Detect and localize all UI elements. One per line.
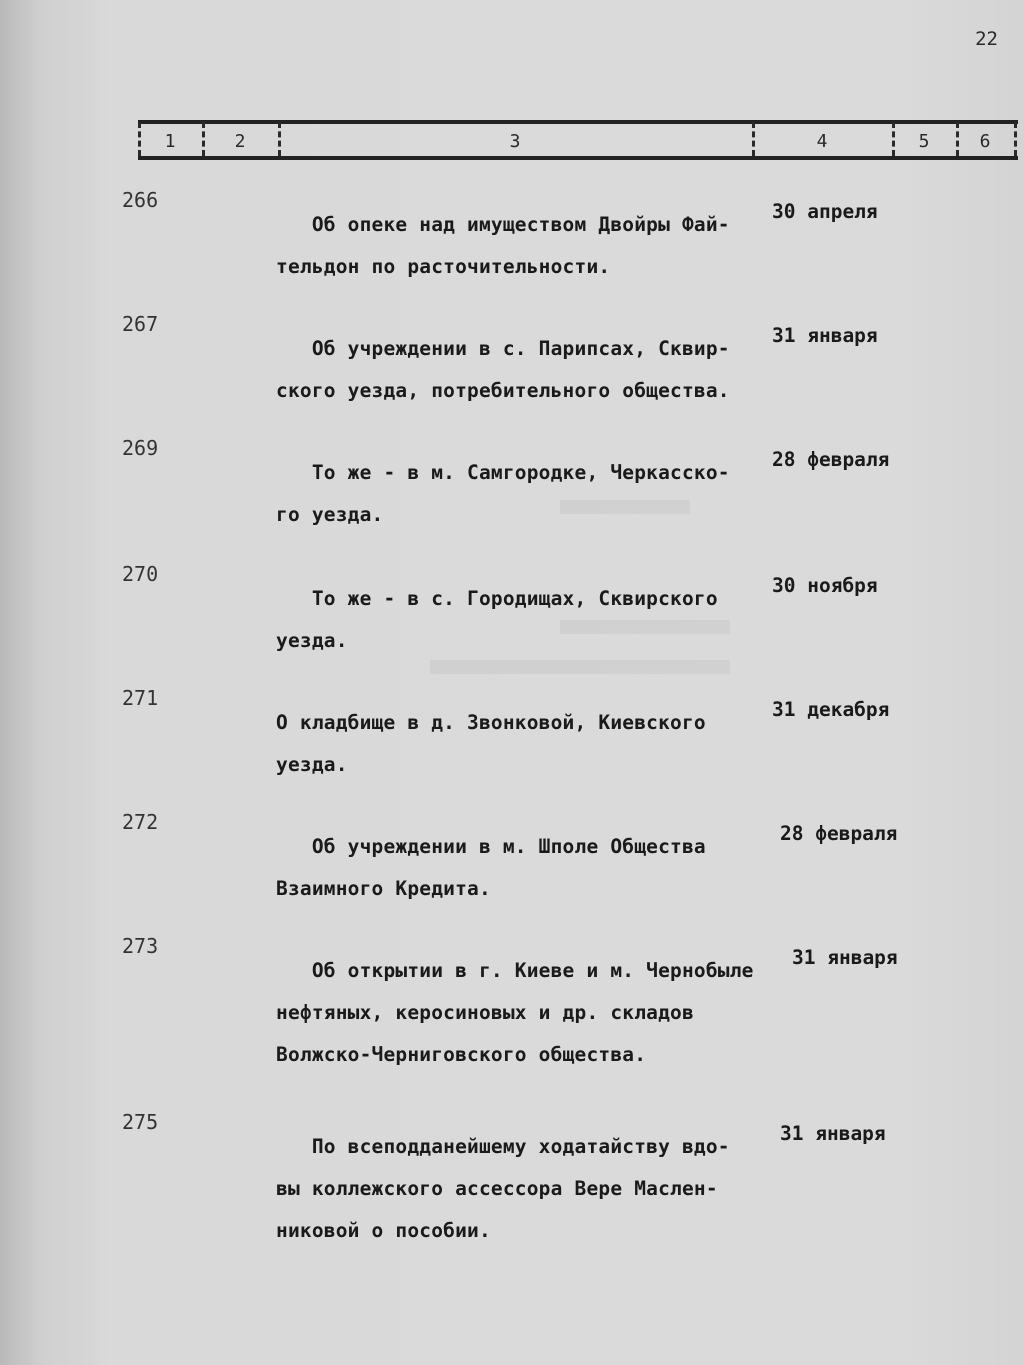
entry-description-line: го уезда. [276, 503, 384, 526]
entry-description-line: Взаимного Кредита. [276, 877, 491, 900]
entry-description-line: ского уезда, потребительного общества. [276, 379, 730, 402]
entry-description-line: Об учреждении в м. Шполе Общества [276, 835, 706, 858]
entry-description-line: никовой о пособии. [276, 1219, 491, 1242]
entry-description [276, 950, 776, 1076]
entry-number: 270 [122, 562, 159, 586]
entry-date: 28 февраля [772, 448, 890, 471]
column-number-6: 6 [979, 131, 991, 152]
column-number-1: 1 [164, 131, 176, 152]
entry-number: 272 [122, 810, 159, 834]
entry-date: 28 февраля [780, 822, 898, 845]
entry-number: 275 [122, 1110, 159, 1134]
entry-date: 31 января [792, 946, 898, 969]
entry-number: 267 [122, 312, 159, 336]
column-number-4: 4 [816, 131, 828, 152]
entry-description-line: тельдон по расточительности. [276, 255, 611, 278]
entry-description-line: По всеподданейшему ходатайству вдо- [276, 1135, 730, 1158]
entry-description [276, 1126, 776, 1252]
entry-description-line: вы коллежского ассессора Вере Маслен- [276, 1177, 718, 1200]
entry-date: 31 января [772, 324, 878, 347]
column-number-2: 2 [234, 131, 246, 152]
entry-description-line: То же - в м. Самгородке, Черкасско- [276, 461, 730, 484]
column-number-5: 5 [918, 131, 930, 152]
entry-description [276, 826, 776, 910]
entry-description-line: Об учреждении в с. Парипсах, Сквир- [276, 337, 730, 360]
entry-number: 271 [122, 686, 159, 710]
entry-description-line: уезда. [276, 753, 348, 776]
entry-date: 30 ноября [772, 574, 878, 597]
entry-description-line: То же - в с. Городищах, Сквирского [276, 587, 718, 610]
entry-description [276, 328, 776, 412]
entry-date: 30 апреля [772, 200, 878, 223]
entry-description [276, 204, 776, 288]
page-number: 22 [975, 28, 998, 50]
entry-description-line: уезда. [276, 629, 348, 652]
entry-description [276, 578, 776, 662]
bleed-through-mark [430, 660, 730, 674]
entry-description-line: Об опеке над имуществом Двойры Фай- [276, 213, 730, 236]
entry-date: 31 декабря [772, 698, 890, 721]
entry-description-line: Волжско-Черниговского общества. [276, 1043, 647, 1066]
entry-number: 273 [122, 934, 159, 958]
entry-description-line: нефтяных, керосиновых и др. складов [276, 1001, 694, 1024]
entry-description [276, 452, 776, 536]
entry-description-line: Об открытии в г. Киеве и м. Чернобыле [276, 959, 754, 982]
entry-description-line: О кладбище в д. Звонковой, Киевского [276, 711, 706, 734]
column-number-header [138, 120, 1018, 160]
entry-number: 266 [122, 188, 159, 212]
column-number-3: 3 [509, 131, 521, 152]
entry-number: 269 [122, 436, 159, 460]
column-divider [1014, 122, 1017, 156]
entry-date: 31 января [780, 1122, 886, 1145]
entry-description [276, 702, 776, 786]
